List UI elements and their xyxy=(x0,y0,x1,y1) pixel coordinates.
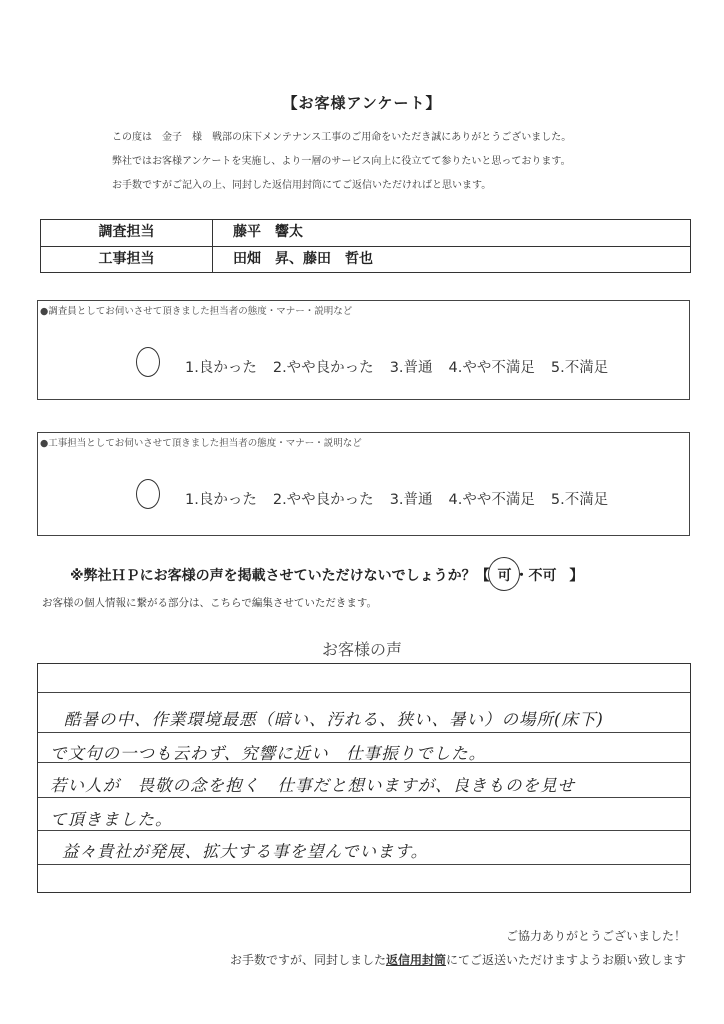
question-box-survey xyxy=(37,300,690,400)
rating-option-1[interactable]: 1.良かった xyxy=(185,360,257,376)
ruled-line xyxy=(38,732,690,733)
survey-staff-label: 調査担当 xyxy=(41,220,213,246)
rating-option-4[interactable]: 4.やや不満足 xyxy=(448,360,535,376)
intro-line-1: この度は 金子 様 戦部の床下メンテナンス工事のご用命をいただき誠にありがとうございました。 xyxy=(112,132,572,143)
ruled-line xyxy=(38,830,690,831)
selected-circle-mark xyxy=(136,347,160,377)
rating-options-survey xyxy=(185,356,624,377)
closing-message xyxy=(230,951,686,968)
privacy-note: お客様の個人情報に繋がる部分は、こちらで編集させていただきます。 xyxy=(42,597,378,609)
ruled-line xyxy=(38,864,690,865)
handwritten-line-3: 若い人が 畏敬の念を抱く 仕事だと想いますが、良きものを見せ xyxy=(50,776,575,795)
intro-line-3: お手数ですがご記入の上、同封した返信用封筒にてご返信いただければと思います。 xyxy=(112,180,492,191)
question-label-construction: ●工事担当としてお伺いさせて頂きました担当者の態度・マナー・説明など xyxy=(40,438,362,449)
rating-option-2[interactable]: 2.やや良かった xyxy=(272,360,374,376)
rating-option-4[interactable]: 4.やや不満足 xyxy=(448,492,535,508)
ruled-line xyxy=(38,797,690,798)
permission-yes-label: 可 xyxy=(497,568,512,584)
thanks-message: ご協力ありがとうございました！ xyxy=(505,929,686,943)
rating-option-5[interactable]: 5.不満足 xyxy=(550,492,609,508)
handwritten-line-5: 益々貴社が発展、拡大する事を望んでいます。 xyxy=(62,842,429,861)
question-box-construction xyxy=(37,432,690,536)
hp-permission-question xyxy=(70,565,583,585)
closing-text-before: お手数ですが、同封しました xyxy=(229,953,386,967)
staff-table xyxy=(40,219,691,273)
staff-row-construction xyxy=(41,246,690,273)
ruled-line xyxy=(38,692,690,693)
return-envelope-emphasis: 返信用封筒 xyxy=(385,953,446,967)
permission-option-yes[interactable] xyxy=(494,565,514,585)
rating-option-3[interactable]: 3.普通 xyxy=(389,492,433,508)
permission-separator: ・ xyxy=(514,568,529,584)
handwritten-line-2: で文句の一つも云わず、究響に近い 仕事振りでした。 xyxy=(50,744,487,763)
construction-staff-label: 工事担当 xyxy=(41,247,213,273)
voice-title: お客様の声 xyxy=(321,640,402,659)
rating-option-1[interactable]: 1.良かった xyxy=(185,492,257,508)
selected-circle-mark xyxy=(488,557,520,591)
closing-text-after: にてご返送いただけますようお願い致します xyxy=(445,953,686,967)
customer-voice-box xyxy=(37,663,691,893)
intro-line-2: 弊社ではお客様アンケートを実施し、より一層のサービス向上に役立てて参りたいと思っております。 xyxy=(112,156,571,167)
permission-question-text: ※弊社ＨＰにお客様の声を掲載させていただけないでしょうか？【 xyxy=(70,568,490,584)
rating-option-5[interactable]: 5.不満足 xyxy=(550,360,609,376)
staff-row-survey xyxy=(41,220,690,246)
rating-option-2[interactable]: 2.やや良かった xyxy=(272,492,374,508)
permission-option-no[interactable]: 不可 xyxy=(528,568,557,584)
survey-staff-name: 藤平 響太 xyxy=(233,224,303,240)
rating-options-construction xyxy=(185,488,624,509)
selected-circle-mark xyxy=(136,479,160,509)
survey-title: 【お客様アンケート】 xyxy=(282,94,442,112)
question-label-survey: ●調査員としてお伺いさせて頂きました担当者の態度・マナー・説明など xyxy=(40,306,353,317)
construction-staff-name: 田畑 昇、藤田 哲也 xyxy=(233,251,373,267)
handwritten-line-1: 酷暑の中、作業環境最悪（暗い、汚れる、狭い、暑い）の場所(床下) xyxy=(64,710,604,729)
permission-close-bracket: 】 xyxy=(569,568,584,584)
rating-option-3[interactable]: 3.普通 xyxy=(389,360,433,376)
handwritten-line-4: て頂きました。 xyxy=(50,810,173,829)
